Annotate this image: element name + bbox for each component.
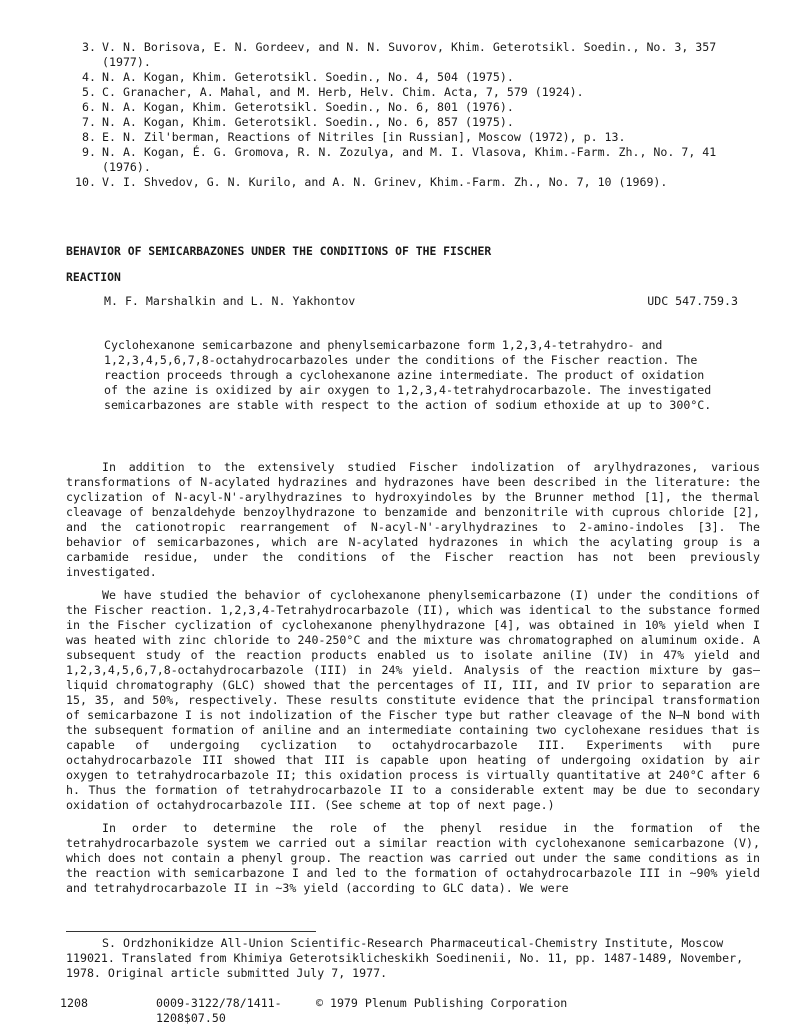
reference-item: 10. V. I. Shvedov, G. N. Kurilo, and A. N. Grinev, Khim.-Farm. Zh., No. 7, 10 (1969). [75, 175, 668, 189]
article-title [66, 238, 746, 290]
article-code: 0009-3122/78/1411-1208$07.50 [156, 996, 282, 1025]
reference-item: 4. N. A. Kogan, Khim. Geterotsikl. Soedin., No. 4, 504 (1975). [82, 70, 514, 84]
body-paragraph: In order to determine the role of the phenyl residue in the formation of the tetrahydrocarbazole system we carried out a similar reaction with cyclohexanone semicarbazone (V), which does not contain a phenyl group. The reaction was carried out under the same conditions as in the reaction with semicarbazone I and led to the formation of octahydrocarbazole III in ~90% yield and tetrahydrocarbazole II in ~3% yield (according to GLC data). We were [66, 821, 760, 895]
footnote: S. Ordzhonikidze All-Union Scientific-Research Pharmaceutical-Chemistry Institute, Moscow 119021. Translated from Khimiya Geterotsiklicheskikh Soedinenii, No. 11, pp. 1487-1489, November, 1978. Original article submitted July 7, 1977. [66, 936, 744, 980]
reference-list [60, 40, 760, 190]
article-body [66, 460, 760, 904]
byline [104, 294, 738, 309]
article-title-line-2: REACTION [66, 270, 121, 284]
reference-item: 3. V. N. Borisova, E. N. Gordeev, and N. N. Suvorov, Khim. Geterotsikl. Soedin., No. 3, 357 (1977). [82, 40, 717, 69]
reference-item: 9. N. A. Kogan, É. G. Gromova, R. N. Zozulya, and M. I. Vlasova, Khim.-Farm. Zh., No. 7, 41 (1976). [82, 145, 717, 174]
page-number: 1208 [60, 996, 88, 1010]
footnote-divider [66, 931, 316, 932]
copyright: © 1979 Plenum Publishing Corporation [316, 996, 568, 1010]
article-title-line-1: BEHAVIOR OF SEMICARBAZONES UNDER THE CONDITIONS OF THE FISCHER [66, 244, 492, 258]
body-paragraph: In addition to the extensively studied Fischer indolization of arylhydrazones, various transformations of N-acylated hydrazines and hydrazones have been described in the literature: the cyclization of N-acyl-N'-arylhydrazines to hydroxyindoles by the Brunner method [1], the thermal cleavage of benzaldehyde benzoylhydrazone to benzamide and benzonitrile with cuprous chloride [2], and the cationotropic rearrangement of N-acyl-N'-arylhydrazines to 2-amino-indoles [3]. The behavior of semicarbazones, which are N-acylated hydrazones in which the acylating group is a carbamide residue, under the conditions of the Fischer reaction has not been previously investigated. [66, 460, 760, 579]
body-paragraph: We have studied the behavior of cyclohexanone phenylsemicarbazone (I) under the conditions of the Fischer reaction. 1,2,3,4-Tetrahydrocarbazole (II), which was identical to the substance formed in the Fischer cyclization of cyclohexanone phenylhydrazone [4], was obtained in 10% yield when I was heated with zinc chloride to 240-250°C and the mixture was chromatographed on aluminum oxide. A subsequent study of the reaction products enabled us to isolate aniline (IV) in 47% yield and 1,2,3,4,5,6,7,8-octahydrocarbazole (III) in 24% yield. Analysis of the reaction mixture by gas—liquid chromatography (GLC) showed that the percentages of II, III, and IV prior to separation are 15, 35, and 50%, respectively. These results constitute evidence that the principal transformation of semicarbazone I is not indolization of the Fischer type but rather cleavage of the N—N bond with the subsequent formation of aniline and an intermediate containing two cyclohexane residues that is capable of undergoing cyclization to octahydrocarbazole III. Experiments with pure octahydrocarbazole III showed that III is capable upon heating of undergoing oxidation by air oxygen to tetrahydrocarbazole II; this oxidation process is virtually quantitative at 240°C after 6 h. Thus the formation of tetrahydrocarbazole II to a considerable extent may be due to secondary oxidation of octahydrocarbazole III. (See scheme at top of next page.) [66, 588, 760, 812]
udc-code: UDC 547.759.3 [647, 294, 738, 308]
reference-item: 6. N. A. Kogan, Khim. Geterotsikl. Soedin., No. 6, 801 (1976). [82, 100, 514, 114]
reference-item: 8. E. N. Zil'berman, Reactions of Nitriles [in Russian], Moscow (1972), p. 13. [82, 130, 626, 144]
abstract: Cyclohexanone semicarbazone and phenylsemicarbazone form 1,2,3,4-tetrahydro- and 1,2,3,4,5,6,7,8-octahydrocarbazoles under the conditions of the Fischer reaction. The reaction proceeds through a cyclohexanone azine intermediate. The product of oxidation of the azine is oxidized by air oxygen to 1,2,3,4-tetrahydrocarbazole. The investigated semicarbazones are stable with respect to the action of sodium ethoxide at up to 300°C. [104, 338, 712, 412]
reference-item: 5. C. Granacher, A. Mahal, and M. Herb, Helv. Chim. Acta, 7, 579 (1924). [82, 85, 584, 99]
reference-item: 7. N. A. Kogan, Khim. Geterotsikl. Soedin., No. 6, 857 (1975). [82, 115, 514, 129]
authors: M. F. Marshalkin and L. N. Yakhontov [104, 294, 356, 308]
page-footer [60, 996, 760, 1026]
